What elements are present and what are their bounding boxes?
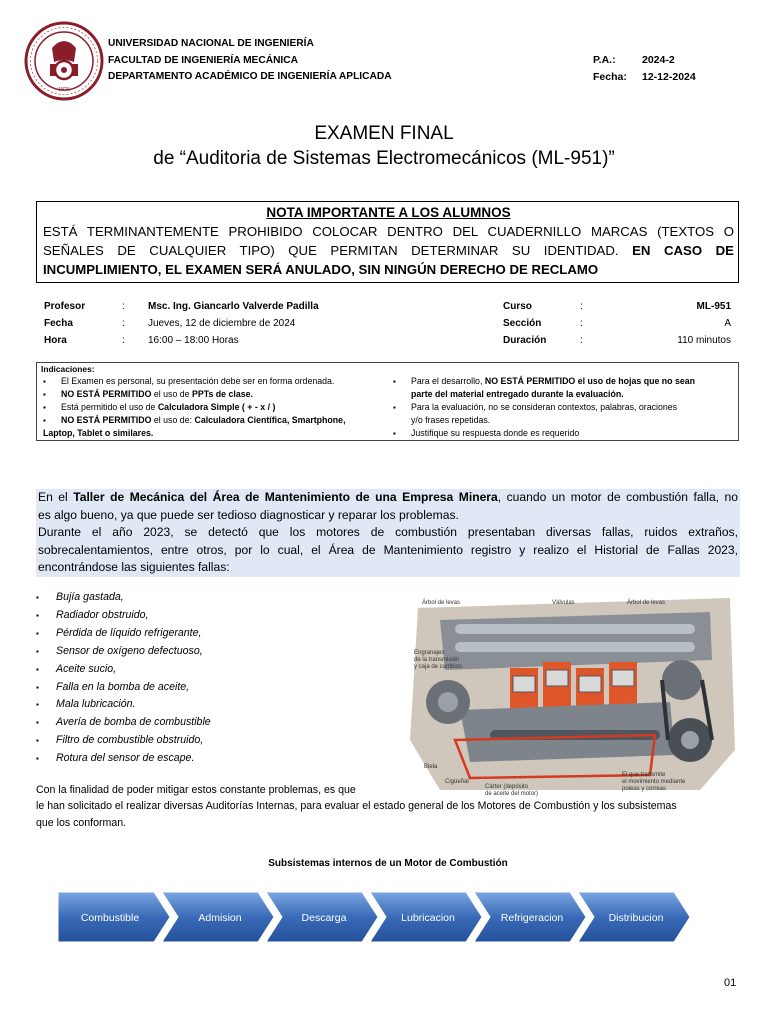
closing-text <box>36 782 756 831</box>
info-curso-value: ML-951 <box>696 301 731 312</box>
fault-text: Filtro de combustible obstruido, <box>56 734 204 747</box>
institution-block <box>108 36 392 86</box>
rule-left-2: el uso de <box>151 389 193 399</box>
bullet-icon: ▪ <box>43 390 46 399</box>
para-1-b: , cuando un motor de combustión falla, no <box>497 490 739 504</box>
subsystem-chevron <box>578 892 690 942</box>
label-transmite-3: poleas y correas <box>622 786 667 792</box>
rule-left-4-bold2: Calculadora Científica, Smartphone, <box>194 415 346 425</box>
subsystem-chevron <box>162 892 274 942</box>
para-2-line-2: sobrecalentamientos, entre otros, por lo cual, el Área de Mantenimiento registro y realizo el Historial de Fallas 2023, <box>38 542 738 557</box>
info-seccion-label: Sección <box>503 318 542 329</box>
fault-text: Sensor de oxígeno defectuoso, <box>56 644 203 657</box>
institution-department: DEPARTAMENTO ACADÉMICO DE INGENIERÍA APLICADA <box>108 71 392 83</box>
subsystem-label: Distribucion <box>608 912 664 924</box>
info-sep: : <box>122 318 125 329</box>
rule-left-4-cont: Laptop, Tablet o similares. <box>43 428 154 438</box>
label-ciguenal: Cigüeñal <box>445 779 469 785</box>
fault-text: Avería de bomba de combustible <box>56 716 211 729</box>
list-item <box>36 696 211 714</box>
info-sep: : <box>122 301 125 312</box>
fault-text: Aceite sucio, <box>56 662 117 675</box>
exam-subtitle: de “Auditoria de Sistemas Electromecánicos (ML-951)” <box>153 148 615 169</box>
info-sep: : <box>580 301 583 312</box>
subsystems-chevron-chain <box>58 890 718 944</box>
list-item <box>36 643 211 661</box>
bullet-icon: ▪ <box>36 628 39 638</box>
label-valvulas: Válvulas <box>552 600 575 606</box>
bullet-icon: ▪ <box>36 682 39 692</box>
info-sep: : <box>580 318 583 329</box>
exam-info-right <box>503 298 731 349</box>
rule-left-3: Está permitido el uso de <box>61 402 158 412</box>
list-item <box>36 625 211 643</box>
exam-info-left <box>44 298 319 349</box>
bullet-icon: ▪ <box>43 377 46 386</box>
subsystem-chevron <box>474 892 586 942</box>
faults-list <box>36 589 211 768</box>
subsystem-label: Descarga <box>301 912 347 924</box>
date-label: Fecha: <box>593 70 627 83</box>
subsystem-label: Refrigeracion <box>500 912 564 924</box>
list-item <box>36 589 211 607</box>
subsystem-label: Lubricacion <box>401 912 455 924</box>
info-seccion-value: A <box>724 318 731 329</box>
bullet-icon: ▪ <box>36 754 39 764</box>
list-item <box>36 714 211 732</box>
institution-faculty: FACULTAD DE INGENIERÍA MECÁNICA <box>108 54 298 66</box>
list-item <box>36 661 211 679</box>
notice-line-3: INCUMPLIMIENTO, EL EXAMEN SERÁ ANULADO, SIN NINGÚN DERECHO DE RECLAMO <box>43 262 599 277</box>
bullet-icon: ▪ <box>43 416 46 425</box>
bullet-icon: ▪ <box>36 664 39 674</box>
fault-text: Rotura del sensor de escape. <box>56 752 195 765</box>
rule-left-1: El Examen es personal, su presentación debe ser en forma ordenada. <box>61 376 335 386</box>
rule-left-4-bold: NO ESTÁ PERMITIDO <box>61 415 152 425</box>
closing-line-3: que los conforman. <box>36 816 127 829</box>
fault-text: Pérdida de líquido refrigerante, <box>56 626 202 639</box>
subsystem-chevron <box>370 892 482 942</box>
closing-line-2: le han solicitado el realizar diversas Auditorías Internas, para evaluar el estado general de los Motores de Combustión y los subsistemas <box>36 800 677 813</box>
label-carter-2: de aceite del motor) <box>485 791 539 797</box>
para-2-line-1: Durante el año 2023, se detectó que los motores de combustión presentaban diversas fallas, ruidos extraños, <box>38 525 738 540</box>
list-item <box>36 679 211 697</box>
notice-line-2-bold: EN CASO DE <box>632 243 734 258</box>
rule-right-1: Para el desarrollo, <box>411 376 485 386</box>
notice-line-2: SEÑALES DE CUALQUIER TIPO) QUE PERMITAN DETERMINAR SU IDENTIDAD. <box>43 243 619 258</box>
bullet-icon: ▪ <box>393 429 396 438</box>
info-duracion-label: Duración <box>503 335 547 346</box>
label-engranajes: Engranajes <box>414 650 445 656</box>
bullet-icon: ▪ <box>36 718 39 728</box>
label-carter: Cárter (depósito <box>485 784 529 790</box>
info-fecha-value: Jueves, 12 de diciembre de 2024 <box>148 318 296 329</box>
rule-left-2-bold: NO ESTÁ PERMITIDO <box>61 389 152 399</box>
engine-illustration <box>400 590 745 800</box>
label-engranajes-2: de la transmisión <box>414 657 460 663</box>
rule-right-2-cont: y/o frases repetidas. <box>411 415 491 425</box>
page-number: 01 <box>724 977 737 989</box>
instructions-box <box>36 362 739 441</box>
seal-year: 1876 <box>58 87 70 93</box>
university-seal-icon <box>24 18 104 104</box>
list-item <box>36 750 211 768</box>
rule-right-2: Para la evaluación, no se consideran contextos, palabras, oraciones <box>411 402 678 412</box>
bullet-icon: ▪ <box>393 377 396 386</box>
bullet-icon: ▪ <box>36 593 39 602</box>
notice-heading: NOTA IMPORTANTE A LOS ALUMNOS <box>266 205 511 220</box>
date-value: 12-12-2024 <box>642 70 696 83</box>
para-1-a: En el <box>38 490 74 504</box>
exam-meta <box>593 52 696 85</box>
bullet-icon: ▪ <box>36 736 39 746</box>
subsystem-chevron <box>266 892 378 942</box>
fault-text: Radiador obstruido, <box>56 608 149 621</box>
rule-right-3: Justifique su respuesta donde es requerido <box>411 428 580 438</box>
label-transmite: El que transmite <box>622 772 666 778</box>
bullet-icon: ▪ <box>393 403 396 412</box>
rule-left-2-bold2: PPTs de clase. <box>192 389 253 399</box>
info-curso-label: Curso <box>503 301 532 312</box>
label-biela: Biela <box>424 764 438 770</box>
closing-line-1: Con la finalidad de poder mitigar estos constante problemas, es que <box>36 784 356 796</box>
para-1-line-2: es algo bueno, ya que puede ser tedioso diagnosticar y reparar los problemas. <box>38 507 459 522</box>
para-2-line-3: encontrándose las siguientes fallas: <box>38 560 230 575</box>
label-engranajes-3: y caja de cambios <box>414 664 463 670</box>
info-hora-label: Hora <box>44 335 67 346</box>
fault-text: Falla en la bomba de aceite, <box>56 680 190 693</box>
subsystems-title: Subsistemas internos de un Motor de Combustión <box>268 858 508 869</box>
pa-value: 2024-2 <box>642 54 675 66</box>
subsystem-label: Admision <box>198 912 242 924</box>
info-sep: : <box>580 335 583 346</box>
bullet-icon: ▪ <box>43 403 46 412</box>
exam-title: EXAMEN FINAL <box>314 123 454 144</box>
info-duracion-value: 110 minutos <box>677 335 731 346</box>
pa-label: P.A.: <box>593 54 616 66</box>
label-transmite-2: el movimiento mediante <box>622 779 686 785</box>
rule-right-1-cont: parte del material entregado durante la evaluación. <box>411 389 624 399</box>
instructions-heading: Indicaciones: <box>41 364 95 374</box>
info-fecha-label: Fecha <box>44 318 73 329</box>
rule-left-4: el uso de: <box>151 415 195 425</box>
case-description <box>36 489 740 577</box>
institution-university: UNIVERSIDAD NACIONAL DE INGENIERÍA <box>108 38 314 49</box>
fault-text: Bujía gastada, <box>56 591 124 603</box>
notice-line-1: ESTÁ TERMINANTEMENTE PROHIBIDO COLOCAR DENTRO DEL CUADERNILLO MARCAS (TEXTOS O <box>43 224 734 239</box>
bullet-icon: ▪ <box>36 610 39 620</box>
rule-right-1-bold: NO ESTÁ PERMITIDO el uso de hojas que no sean <box>484 376 696 386</box>
label-arbol-levas-2: Árbol de levas <box>627 600 666 606</box>
info-profesor-value: Msc. Ing. Giancarlo Valverde Padilla <box>148 301 319 312</box>
list-item <box>36 607 211 625</box>
bullet-icon: ▪ <box>36 700 39 710</box>
fault-text: Mala lubricación. <box>56 698 136 711</box>
info-profesor-label: Profesor <box>44 301 86 312</box>
info-hora-value: 16:00 – 18:00 Horas <box>148 335 239 346</box>
bullet-icon: ▪ <box>36 646 39 656</box>
subsystem-label: Combustible <box>80 912 140 924</box>
list-item <box>36 732 211 750</box>
rule-left-3-bold: Calculadora Simple ( + - x / ) <box>157 402 276 412</box>
label-arbol-levas-1: Árbol de levas <box>422 600 461 606</box>
info-sep: : <box>122 335 125 346</box>
subsystem-chevron <box>58 892 170 942</box>
important-notice <box>36 201 739 283</box>
para-1-bold: Taller de Mecánica del Área de Mantenimiento de una Empresa Minera <box>73 490 498 504</box>
